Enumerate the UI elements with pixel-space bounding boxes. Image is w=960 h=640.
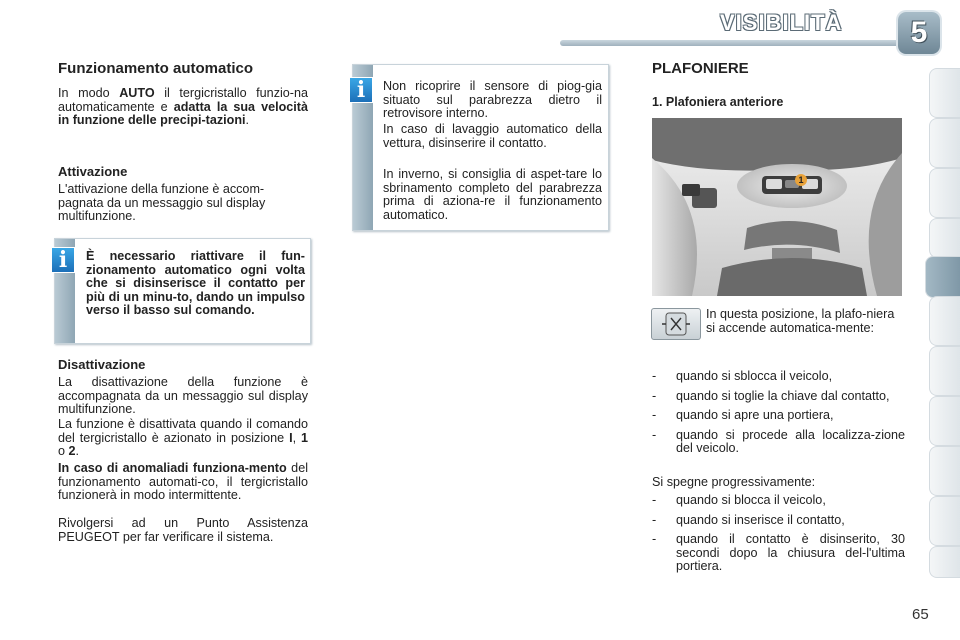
lamp-switch-icon [651,308,701,340]
activation-title: Attivazione [58,164,128,179]
middle-note-p2: In caso di lavaggio automatico della vettura, disinserire il contatto. [383,122,602,150]
anomaly-rest: del funzionamento automati-co, il tergicristallo funzionerà in modo intermittente. [58,461,308,503]
anomaly-bold: In caso di anomaliadi funziona-mento [58,461,287,475]
middle-note-p1: Non ricoprire il sensore di piog-gia situato sul parabrezza dietro il retrovisore interno. [383,79,602,121]
list-item: - quando il contatto è disinserito, 30 secondi dopo la chiusura del-l'ultima portiera. [650,533,905,574]
deact-text-1: La funzione è disattivata quando il comando del tergicristallo è azionato in posizione [58,417,308,445]
switch-description: In questa posizione, la plafo-niera si accende automatica-mente: [706,307,895,335]
note-text: È necessario riattivare il fun-zionamento automatico ogni volta che si disinserisce il contatto per più di un minu-to, dando un impulso verso il basso sul comando. [86,249,305,318]
middle-note-p3: In inverno, si consiglia di aspet-tare lo sbrinamento completo del parabrezza prima di aziona-re il funzionamento automatico. [383,167,602,222]
list-item: - quando si blocca il veicolo, [650,494,905,508]
intro-text-3: . [245,113,250,128]
deact-pos-1: 1 [301,430,309,445]
anomaly-text [58,462,308,503]
chapter-badge: 5 [898,12,940,54]
deact-pos-i: I [289,430,293,445]
chapter-tab-3[interactable] [929,168,960,218]
list-item: - quando si apre una portiera, [650,409,905,423]
callout-label: 1 [795,174,807,186]
section-title-automatic: Funzionamento automatico [58,60,253,77]
light-off-intro: Si spegne progressivamente: [652,475,816,489]
intro-auto: AUTO [119,86,155,100]
chapter-tab-5-active[interactable] [925,256,960,298]
front-ceiling-light-photo [652,118,902,296]
deact-text-2: , [292,430,301,445]
service-text: Rivolgersi ad un Punto Assistenza PEUGEOT per far verificare il sistema. [58,516,308,544]
deactivation-text: La disattivazione della funzione è accompagnata da un messaggio sul display multifunzione. [58,375,308,417]
info-icon: i [51,247,75,273]
list-item: - quando si sblocca il veicolo, [650,370,905,384]
page-title: VISIBILITÀ [720,10,843,35]
intro-paragraph [58,87,308,128]
chapter-tab-4[interactable] [929,218,960,258]
deact-text-3: o [58,444,69,459]
section-title-plafoniere: PLAFONIERE [652,60,749,77]
list-item: - quando si procede alla localizza-zione del veicolo. [650,429,905,456]
list-item: - quando si inserisce il contatto, [650,514,905,528]
intro-text-1: In modo [58,86,120,100]
activation-text: L'attivazione della funzione è accom-pagnata da un messaggio sul display multifunzione. [58,182,266,224]
deactivation-position-text [58,418,308,459]
front-light-subtitle: 1. Plafoniera anteriore [652,95,784,109]
chapter-tab-1[interactable] [929,68,960,118]
intro-text-2: il tergicristallo funzio-na automaticamente e [58,86,308,114]
deact-text-4: . [75,444,80,459]
chapter-tab-8[interactable] [929,396,960,446]
chapter-tab-7[interactable] [929,346,960,396]
middle-note-box [352,64,609,231]
deactivation-title: Disattivazione [58,357,146,372]
header-bar [560,40,940,46]
note-box [54,238,311,344]
list-item: - quando si toglie la chiave dal contatto, [650,390,905,404]
intro-bold: adatta la sua velocità in funzione delle precipi-tazioni [58,99,308,128]
chapter-tab-6[interactable] [929,296,960,346]
chapter-tab-9[interactable] [929,446,960,496]
info-icon: i [349,77,373,103]
chapter-tab-10[interactable] [929,496,960,546]
page-number: 65 [912,606,929,623]
light-off-list [650,494,905,580]
chapter-tab-2[interactable] [929,118,960,168]
light-on-list [650,370,905,462]
deact-pos-2: 2 [68,444,76,459]
chapter-tab-11[interactable] [929,546,960,578]
